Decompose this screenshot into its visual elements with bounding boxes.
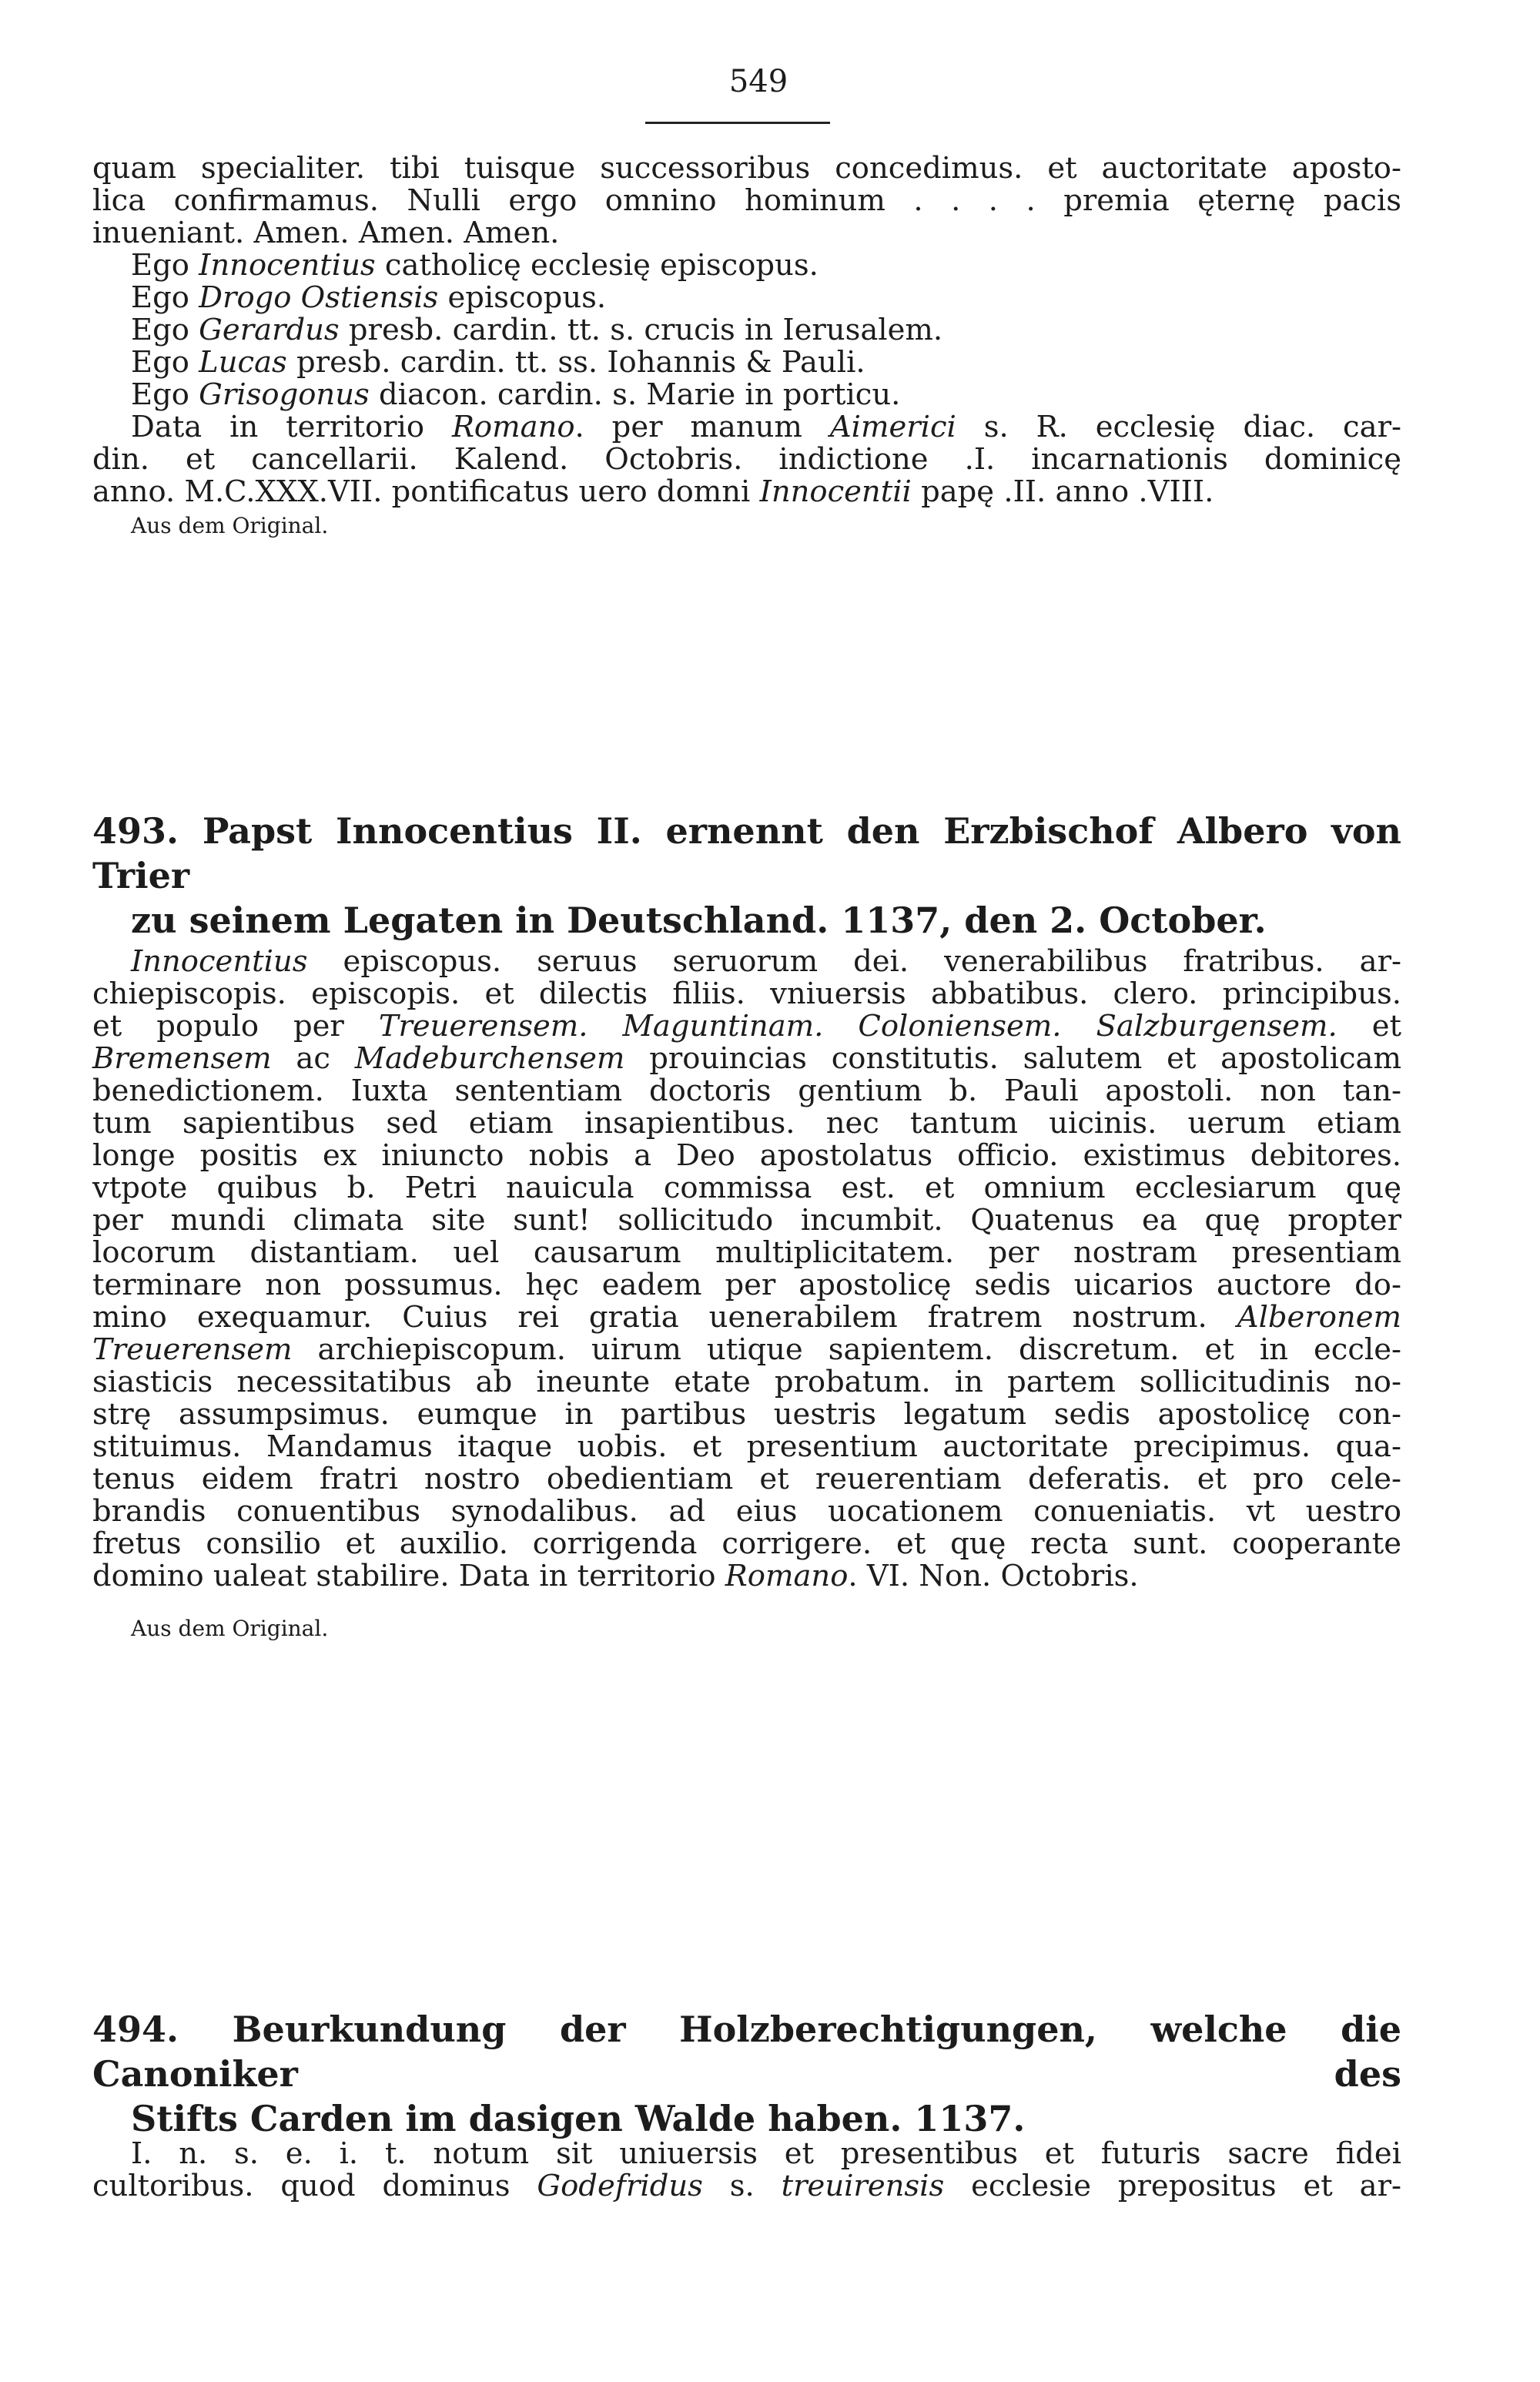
text-line: Bremensem ac Madeburchensem prouincias constitutis. salutem et apostolicam bbox=[92, 1041, 1401, 1076]
heading-line: zu seinem Legaten in Deutschland. 1137, den 2. October. bbox=[131, 900, 1267, 941]
text-line: benedictionem. Iuxta sententiam doctoris gentium b. Pauli apostoli. non tan- bbox=[92, 1074, 1401, 1108]
text-line: quam specialiter. tibi tuisque successoribus concedimus. et auctoritate aposto- bbox=[92, 151, 1401, 186]
signature-line: Ego Lucas presb. cardin. tt. ss. Iohannis & Pauli. bbox=[131, 345, 865, 380]
document-number: 493. bbox=[92, 810, 179, 852]
page-number-rule bbox=[645, 122, 830, 124]
signature-list bbox=[92, 250, 1401, 411]
text-line: I. n. s. e. i. t. notum sit uniuersis et presentibus et futuris sacre fidei bbox=[131, 2136, 1401, 2171]
heading-line: Stifts Carden im dasigen Walde haben. 1137. bbox=[131, 2098, 1026, 2139]
source-note: Aus dem Original. bbox=[131, 1616, 329, 1641]
heading-line: 493. Papst Innocentius II. ernennt den Erzbischof Albero von Trier bbox=[92, 810, 1401, 896]
data-line: din. et cancellarii. Kalend. Octobris. indictione .I. incarnationis dominicę bbox=[92, 442, 1401, 477]
text-line: cultoribus. quod dominus Godefridus s. treuirensis ecclesie prepositus et ar- bbox=[92, 2169, 1401, 2203]
text-line: inueniant. Amen. Amen. Amen. bbox=[92, 216, 560, 250]
text-line: strę assumpsimus. eumque in partibus uestris legatum sedis apostolicę con- bbox=[92, 1397, 1401, 1432]
text-line: mino exequamur. Cuius rei gratia uenerabilem fratrem nostrum. Alberonem bbox=[92, 1300, 1401, 1335]
text-line: chiepiscopis. episcopis. et dilectis filiis. vniuersis abbatibus. clero. principibus. bbox=[92, 977, 1401, 1011]
heading-line: 494. Beurkundung der Holzberechtigungen, welche die Canoniker des bbox=[92, 2008, 1401, 2095]
text-line: terminare non possumus. hęc eadem per apostolicę sedis uicarios auctore do- bbox=[92, 1268, 1401, 1302]
text-line: tum sapientibus sed etiam insapientibus. nec tantum uicinis. uerum etiam bbox=[92, 1106, 1401, 1141]
data-line: anno. M.C.XXX.VII. pontificatus uero domni Innocentii papę .II. anno .VIII. bbox=[92, 474, 1214, 509]
doc494-heading bbox=[92, 2007, 1401, 2141]
text-line: et populo per Treuerensem. Maguntinam. Coloniensem. Salzburgensem. et bbox=[92, 1009, 1402, 1044]
signature-line: Ego Innocentius catholicę ecclesię episcopus. bbox=[131, 248, 819, 283]
text-line: siasticis necessitatibus ab ineunte etate probatum. in partem sollicitudinis no- bbox=[92, 1365, 1401, 1399]
text-line: fretus consilio et auxilio. corrigenda corrigere. et quę recta sunt. cooperante bbox=[92, 1526, 1401, 1561]
text-line: per mundi climata site sunt! sollicitudo incumbit. Quatenus ea quę propter bbox=[92, 1203, 1401, 1238]
data-line: Data in territorio Romano. per manum Aimerici s. R. ecclesię diac. car- bbox=[131, 410, 1401, 444]
text-line: stituimus. Mandamus itaque uobis. et presentium auctoritate precipimus. qua- bbox=[92, 1429, 1401, 1464]
page-number: 549 bbox=[728, 64, 788, 99]
signature-line: Ego Drogo Ostiensis episcopus. bbox=[131, 280, 607, 315]
text-line: Treuerensem archiepiscopum. uirum utique sapientem. discretum. et in eccle- bbox=[92, 1332, 1401, 1367]
doc493-body bbox=[92, 946, 1401, 1642]
document-number: 494. bbox=[92, 2008, 179, 2050]
text-line: tenus eidem fratri nostro obedientiam et reuerentiam deferatis. et pro cele- bbox=[92, 1462, 1401, 1496]
doc492-tail bbox=[92, 152, 1401, 539]
text-line: vtpote quibus b. Petri nauicula commissa est. et omnium ecclesiarum quę bbox=[92, 1171, 1401, 1205]
signature-line: Ego Gerardus presb. cardin. tt. s. crucis in Ierusalem. bbox=[131, 313, 943, 347]
text-line: locorum distantiam. uel causarum multiplicitatem. per nostram presentiam bbox=[92, 1235, 1401, 1270]
text-line: brandis conuentibus synodalibus. ad eius uocationem conueniatis. vt uestro bbox=[92, 1494, 1401, 1529]
signature-line: Ego Grisogonus diacon. cardin. s. Marie in porticu. bbox=[131, 377, 901, 412]
text-line: lica confirmamus. Nulli ergo omnino hominum . . . . premia ęternę pacis bbox=[92, 183, 1401, 218]
text-line: Innocentius episcopus. seruus seruorum dei. venerabilibus fratribus. ar- bbox=[131, 944, 1401, 979]
doc493-heading bbox=[92, 809, 1401, 943]
source-note: Aus dem Original. bbox=[131, 513, 329, 538]
doc494-body bbox=[92, 2138, 1401, 2203]
text-line: longe positis ex iniuncto nobis a Deo apostolatus officio. existimus debitores. bbox=[92, 1138, 1401, 1173]
text-line: domino ualeat stabilire. Data in territorio Romano. VI. Non. Octobris. bbox=[92, 1559, 1139, 1593]
